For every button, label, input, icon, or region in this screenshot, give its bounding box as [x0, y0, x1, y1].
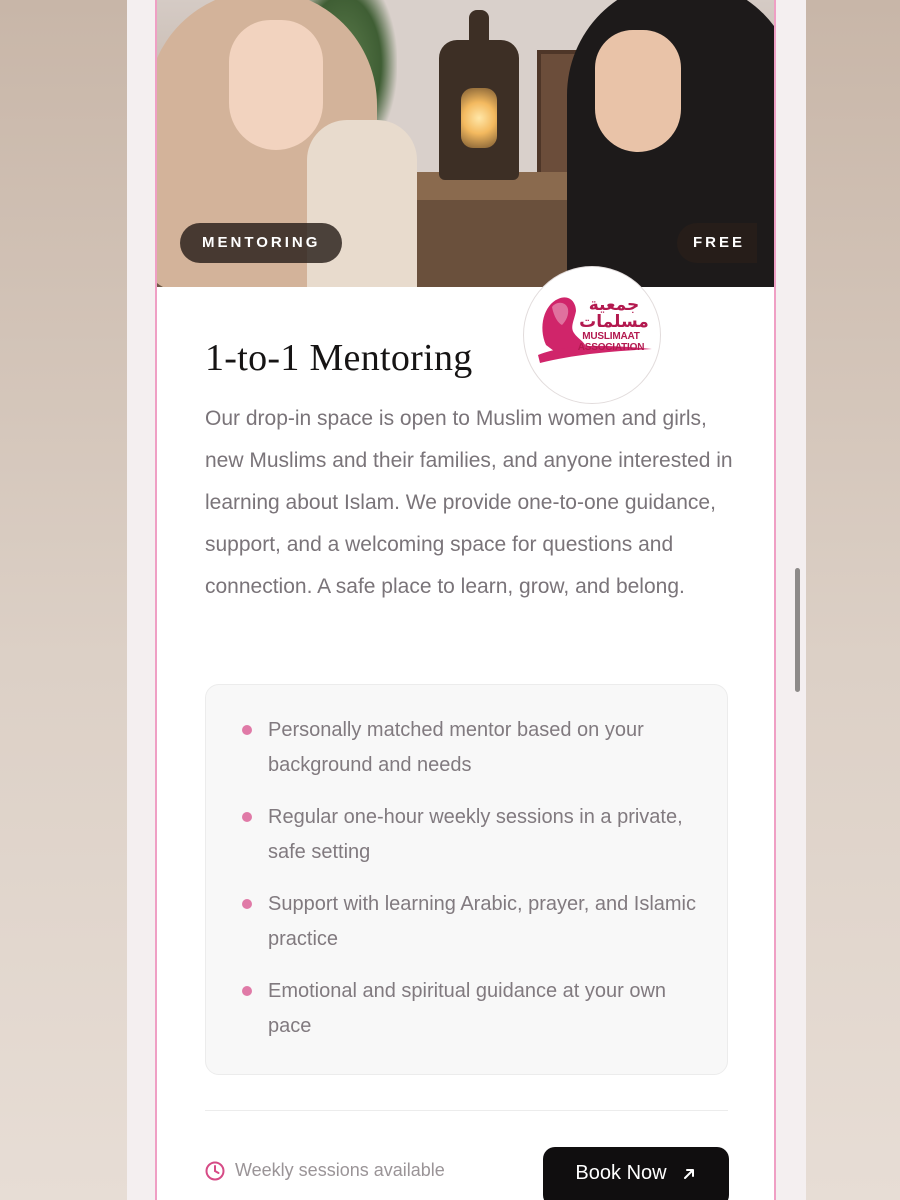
bullet-dot-icon	[242, 899, 252, 909]
program-card	[155, 0, 776, 1200]
bullet-dot-icon	[242, 986, 252, 996]
scrollbar-thumb[interactable]	[795, 568, 800, 692]
book-now-label: Book Now	[575, 1162, 667, 1184]
card-description: Our drop-in space is open to Muslim women and girls, new Muslims and their families, and anyone interested in learning about Islam. We provide one-to-one guidance, support, and a welcoming space for questions and connection. A safe place to learn, grow, and belong.	[205, 407, 733, 598]
availability-text: Weekly sessions available	[235, 1160, 445, 1180]
hero-image	[157, 0, 774, 287]
book-now-button[interactable]	[543, 1147, 729, 1200]
divider	[205, 1110, 728, 1111]
clock-icon	[205, 1161, 225, 1181]
feature-list-box	[205, 684, 728, 1075]
bullet-dot-icon	[242, 725, 252, 735]
feature-item: Support with learning Arabic, prayer, and Islamic practice	[240, 887, 697, 957]
arrow-up-right-icon	[681, 1166, 697, 1182]
lantern-graphic	[439, 40, 519, 180]
feature-item: Personally matched mentor based on your background and needs	[240, 713, 697, 783]
availability-info	[205, 1160, 445, 1181]
bullet-dot-icon	[242, 812, 252, 822]
association-logo	[523, 266, 661, 404]
card-title: 1-to-1 Mentoring	[205, 337, 473, 379]
category-badge: MENTORING	[180, 223, 342, 263]
logo-english-text: MUSLIMAAT ASSOCIATION	[577, 331, 645, 353]
price-badge: FREE	[677, 223, 757, 263]
feature-item: Regular one-hour weekly sessions in a private, safe setting	[240, 800, 697, 870]
logo-arabic-text: جمعية مسلمات	[579, 295, 649, 332]
feature-item: Emotional and spiritual guidance at your own pace	[240, 974, 697, 1044]
